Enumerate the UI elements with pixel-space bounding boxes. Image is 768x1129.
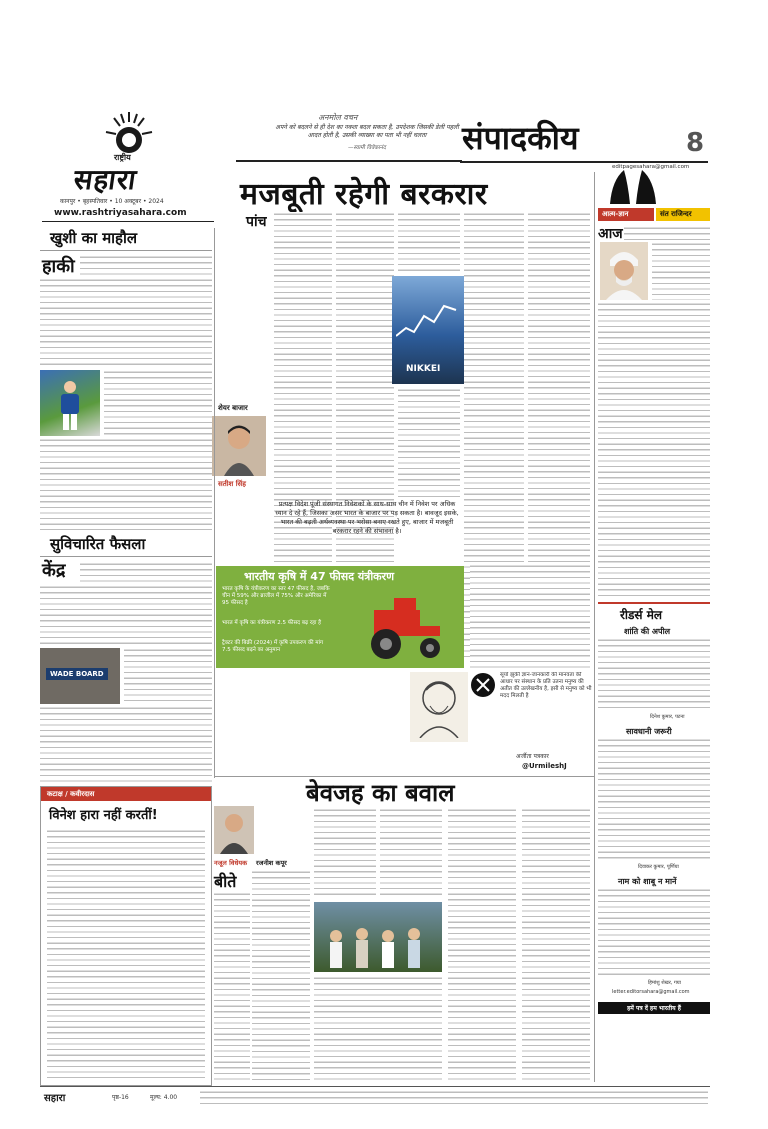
bottom-dropcap: बीते xyxy=(214,872,237,891)
letters-badge: हमें पत्र दें हम भारतीय हैं xyxy=(598,1002,710,1014)
col-rule-left xyxy=(214,228,215,778)
editorial-box xyxy=(40,786,212,1086)
footer-brand: सहारा xyxy=(44,1093,66,1104)
bottom-col4 xyxy=(448,808,516,1080)
footer-price: मूल्य: 4.00 xyxy=(150,1094,178,1101)
editorial-title: विनेश हारा नहीं करतीं! xyxy=(49,808,158,823)
bottom-col3-top xyxy=(380,808,442,898)
readers-mail-heading: रीडर्स मेल xyxy=(620,608,663,622)
lead-dropcap: हाकी xyxy=(42,256,75,277)
brand-logo xyxy=(70,112,190,196)
cartoon-block xyxy=(470,672,594,782)
second-title-rule xyxy=(40,556,212,557)
letter2-body xyxy=(598,738,710,862)
people-gathering-icon xyxy=(322,922,434,970)
readers-mail-title xyxy=(598,602,710,620)
cartoon-portrait xyxy=(410,672,468,742)
col-rule-right xyxy=(594,172,595,1082)
second-body-top xyxy=(80,562,212,584)
horizontal-rule-mid xyxy=(214,776,594,777)
quote-label: अनमोल वचन xyxy=(318,113,358,122)
bottom-article-title: बेवजह का बवाल xyxy=(306,779,455,807)
player-icon xyxy=(52,378,88,432)
author-name: सतीश सिंह xyxy=(218,480,246,488)
section-left-bar xyxy=(236,160,462,162)
letter1-author: दिनेश कुमार, पटना xyxy=(650,714,685,720)
author-label: शेयर बाजार xyxy=(218,404,248,412)
letter2-title: सावधानी जरूरी xyxy=(626,727,672,736)
bottom-col0 xyxy=(214,892,250,1080)
second-body-bottom xyxy=(40,706,212,798)
footer xyxy=(40,1086,710,1110)
bottom-author-portrait-icon xyxy=(218,810,250,854)
bottom-col1 xyxy=(252,870,310,1080)
brand-name: सहारा xyxy=(71,163,140,196)
hands-emblem-icon xyxy=(606,166,660,206)
lead-body xyxy=(40,278,212,368)
masthead-rule xyxy=(42,221,214,222)
footer-imprint xyxy=(200,1090,708,1108)
author-photo xyxy=(212,416,266,476)
author-portrait-icon xyxy=(220,422,258,476)
cartoon-author: अर्जीता पत्रकार xyxy=(516,753,549,760)
bottom-column-label: नजूल विधेयक xyxy=(214,859,248,867)
parliament-photo xyxy=(314,902,442,972)
brand-small: राष्ट्रीय xyxy=(114,153,131,162)
agri-box xyxy=(216,566,464,668)
author-block xyxy=(208,404,270,494)
footer-page-label: पृष्ठ-16 xyxy=(112,1094,129,1101)
main-col3-bottom xyxy=(398,388,460,498)
lead-title-rule xyxy=(40,250,212,251)
bottom-col2-top xyxy=(314,808,376,898)
letter3-author: हिमांशु शेखर, गया xyxy=(648,980,681,986)
letter1-title: शांति की अपील xyxy=(624,627,671,636)
agri-item-3: ट्रैक्टर की बिक्री (2024) में कृषि उपकरण की मांग 7.5 फीसद बढ़ने का अनुमान xyxy=(222,640,324,653)
lead-body-beside-photo xyxy=(104,370,212,436)
second-title: सुविचारित फैसला xyxy=(50,535,146,553)
hockey-player-photo xyxy=(40,370,100,436)
bottom-author: रजनीश कपूर xyxy=(256,859,287,867)
agri-item-1: भारत कृषि के यंत्रीकरण का स्तर 47 फीसद है, जबकि चीन में 59% और ब्राजील में 75% और अमेरिका में 95 फीसद है xyxy=(222,586,330,606)
sant-portrait-icon xyxy=(604,246,644,300)
dateline: कानपुर • बृहस्पतिवार • 10 अक्टूबर • 2024 xyxy=(60,198,164,205)
tractor-icon xyxy=(344,592,456,662)
waqf-board-photo xyxy=(40,648,120,704)
page-number: 8 xyxy=(686,128,705,158)
right-intro xyxy=(624,226,710,240)
lead-title: खुशी का माहौल xyxy=(50,229,138,247)
cartoon-handle: @UrmileshJ xyxy=(522,762,567,770)
quote-author: —स्वामी विवेकानंद xyxy=(348,145,386,151)
main-col3-top xyxy=(398,212,460,272)
agri-item-2: भारत में कृषि का यंत्रीकरण 2.5 फीसद बढ़ रहा है xyxy=(222,620,322,626)
right-body xyxy=(598,302,710,598)
agri-title: भारतीय कृषि में 47 फीसद यंत्रीकरण xyxy=(244,570,395,583)
section-title: संपादकीय xyxy=(462,119,579,157)
pull-quote: प्रत्यक्ष विदेश पूंजी संस्थागत निवेशकों के साथ-साथ चीन में निवेश पर अधिक ध्यान दे रहे हैं, जिसका असर भारत के बाजार पर पड़ सकता है। बावजूद इसके, भारत की बढ़ती अर्थव्यवस्था पर भरोसा बनाए रखते हुए, बाजार में मजबूती बरकरार रहने की संभावना है। xyxy=(275,500,459,535)
cartoon-caption: सूर्या झुकी ज्ञान-जानकारी की मानवता की आधार पर संस्थान के प्रति उतना मनुष्य की अतीत की उल्लेखनीय है, इसी से मनुष्य को भी मदद मिलती है xyxy=(500,672,592,699)
nikkei-label: NIKKEI xyxy=(406,364,441,374)
main-article-title: मजबूती रहेगी बरकरार xyxy=(240,177,488,212)
cartoon-side-text xyxy=(470,564,590,670)
editorial-body xyxy=(47,829,205,1079)
sun-emblem-icon xyxy=(104,110,154,156)
portrait-sketch-icon xyxy=(416,676,462,738)
atma-gyan-label: आत्म-ज्ञान xyxy=(598,208,654,221)
market-chart-icon xyxy=(396,296,460,346)
right-dropcap: आज xyxy=(598,226,623,242)
second-body xyxy=(40,585,212,645)
lead-body-bottom xyxy=(40,438,212,530)
lead-body-top xyxy=(80,255,212,277)
right-body-beside xyxy=(652,242,710,300)
letter2-author: दिवाकर कुमार, पूर्णिया xyxy=(638,864,679,870)
letter3-title: नाम को शाबू न मानें xyxy=(618,877,677,886)
bottom-col2-bottom xyxy=(314,976,442,1080)
sant-photo xyxy=(600,242,648,300)
letters-email: letter.editorsahara@gmail.com xyxy=(612,989,690,995)
second-body-beside-photo xyxy=(124,648,212,704)
right-column xyxy=(598,172,710,1082)
letter1-body xyxy=(598,638,710,712)
quote-text: अपने को बदलने से ही देश का नक्शा बदल सकता है, उपदेशक जिसकी डेली पहली आदत होती है, उसकी व्याख्या का पता भी नहीं चलता xyxy=(275,124,459,139)
atma-gyan-author: संत राजिन्दर xyxy=(656,208,710,221)
bottom-col5 xyxy=(522,808,590,1080)
waqf-board-sign: WADE BOARD xyxy=(46,668,108,680)
section-rule xyxy=(460,161,708,163)
second-dropcap: केंद्र xyxy=(42,560,66,581)
letter3-body xyxy=(598,888,710,978)
bottom-author-photo xyxy=(214,806,254,854)
editorial-label: कटाक्ष / कवीरदास xyxy=(41,787,211,801)
x-logo-icon xyxy=(470,672,496,698)
website: www.rashtriyasahara.com xyxy=(54,208,187,218)
section-email: editpagesahara@gmail.com xyxy=(612,164,690,170)
nikkei-board-photo xyxy=(392,276,464,384)
main-dropcap: पांच xyxy=(246,214,267,230)
